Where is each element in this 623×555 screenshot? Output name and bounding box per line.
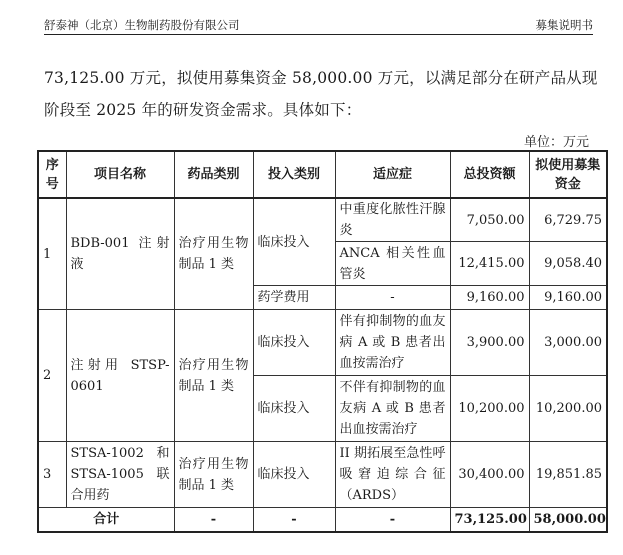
table-row — [38, 442, 607, 508]
col-indication: 适应症 — [335, 151, 450, 198]
cell-indication: 不伴有抑制物的血友病 A 或 B 患者出血按需治疗 — [335, 376, 450, 442]
col-funds: 拟使用募集资金 — [529, 151, 607, 198]
cell-total: 7,050.00 — [450, 198, 529, 242]
cell-indication: 中重度化脓性汗腺炎 — [335, 198, 450, 242]
cell-indication: 伴有抑制物的血友病 A 或 B 患者出血按需治疗 — [335, 310, 450, 376]
cell-type: 药学费用 — [253, 286, 335, 310]
cell-type: 临床投入 — [253, 310, 335, 376]
table-row — [38, 198, 607, 242]
total-type: - — [253, 508, 335, 532]
cell-type: 临床投入 — [253, 442, 335, 508]
cell-total: 12,415.00 — [450, 242, 529, 286]
cell-total: 10,200.00 — [450, 376, 529, 442]
total-label: 合计 — [38, 508, 174, 532]
total-row — [38, 508, 607, 532]
cell-funds: 6,729.75 — [529, 198, 607, 242]
total-indication: - — [335, 508, 450, 532]
table-header-row — [38, 151, 607, 198]
cell-funds: 10,200.00 — [529, 376, 607, 442]
total-category: - — [174, 508, 253, 532]
cell-seq: 1 — [38, 198, 66, 310]
cell-total: 9,160.00 — [450, 286, 529, 310]
cell-category: 治疗用生物制品 1 类 — [174, 310, 253, 442]
cell-category: 治疗用生物制品 1 类 — [174, 198, 253, 310]
cell-total: 30,400.00 — [450, 442, 529, 508]
cell-seq: 2 — [38, 310, 66, 442]
page-header — [44, 14, 593, 35]
cell-funds: 19,851.85 — [529, 442, 607, 508]
cell-type: 临床投入 — [253, 198, 335, 286]
cell-category: 治疗用生物制品 1 类 — [174, 442, 253, 508]
cell-name: STSA-1002 和 STSA-1005 联合用药 — [66, 442, 174, 508]
table-row — [38, 310, 607, 376]
document-type: 募集说明书 — [535, 18, 593, 32]
unit-label: 单位：万元 — [523, 135, 589, 150]
cell-name: 注射用 STSP-0601 — [66, 310, 174, 442]
cell-indication: II 期拓展至急性呼吸窘迫综合征（ARDS） — [335, 442, 450, 508]
cell-funds: 9,058.40 — [529, 242, 607, 286]
col-category: 药品类别 — [174, 151, 253, 198]
body-paragraph: 73,125.00 万元，拟使用募集资金 58,000.00 万元，以满足部分在研产品从现阶段至 2025 年的研发资金需求。具体如下： — [44, 69, 598, 119]
total-funds: 58,000.00 — [529, 508, 607, 532]
cell-indication: ANCA 相关性血管炎 — [335, 242, 450, 286]
col-total: 总投资额 — [450, 151, 529, 198]
cell-funds: 3,000.00 — [529, 310, 607, 376]
total-amount: 73,125.00 — [450, 508, 529, 532]
cell-seq: 3 — [38, 442, 66, 508]
col-type: 投入类别 — [253, 151, 335, 198]
cell-type: 临床投入 — [253, 376, 335, 442]
cell-total: 3,900.00 — [450, 310, 529, 376]
cell-funds: 9,160.00 — [529, 286, 607, 310]
company-name: 舒泰神（北京）生物制药股份有限公司 — [44, 18, 240, 32]
cell-indication: - — [335, 286, 450, 310]
funding-table — [37, 150, 608, 533]
cell-name: BDB-001 注射液 — [66, 198, 174, 310]
col-seq: 序号 — [38, 151, 66, 198]
col-name: 项目名称 — [66, 151, 174, 198]
